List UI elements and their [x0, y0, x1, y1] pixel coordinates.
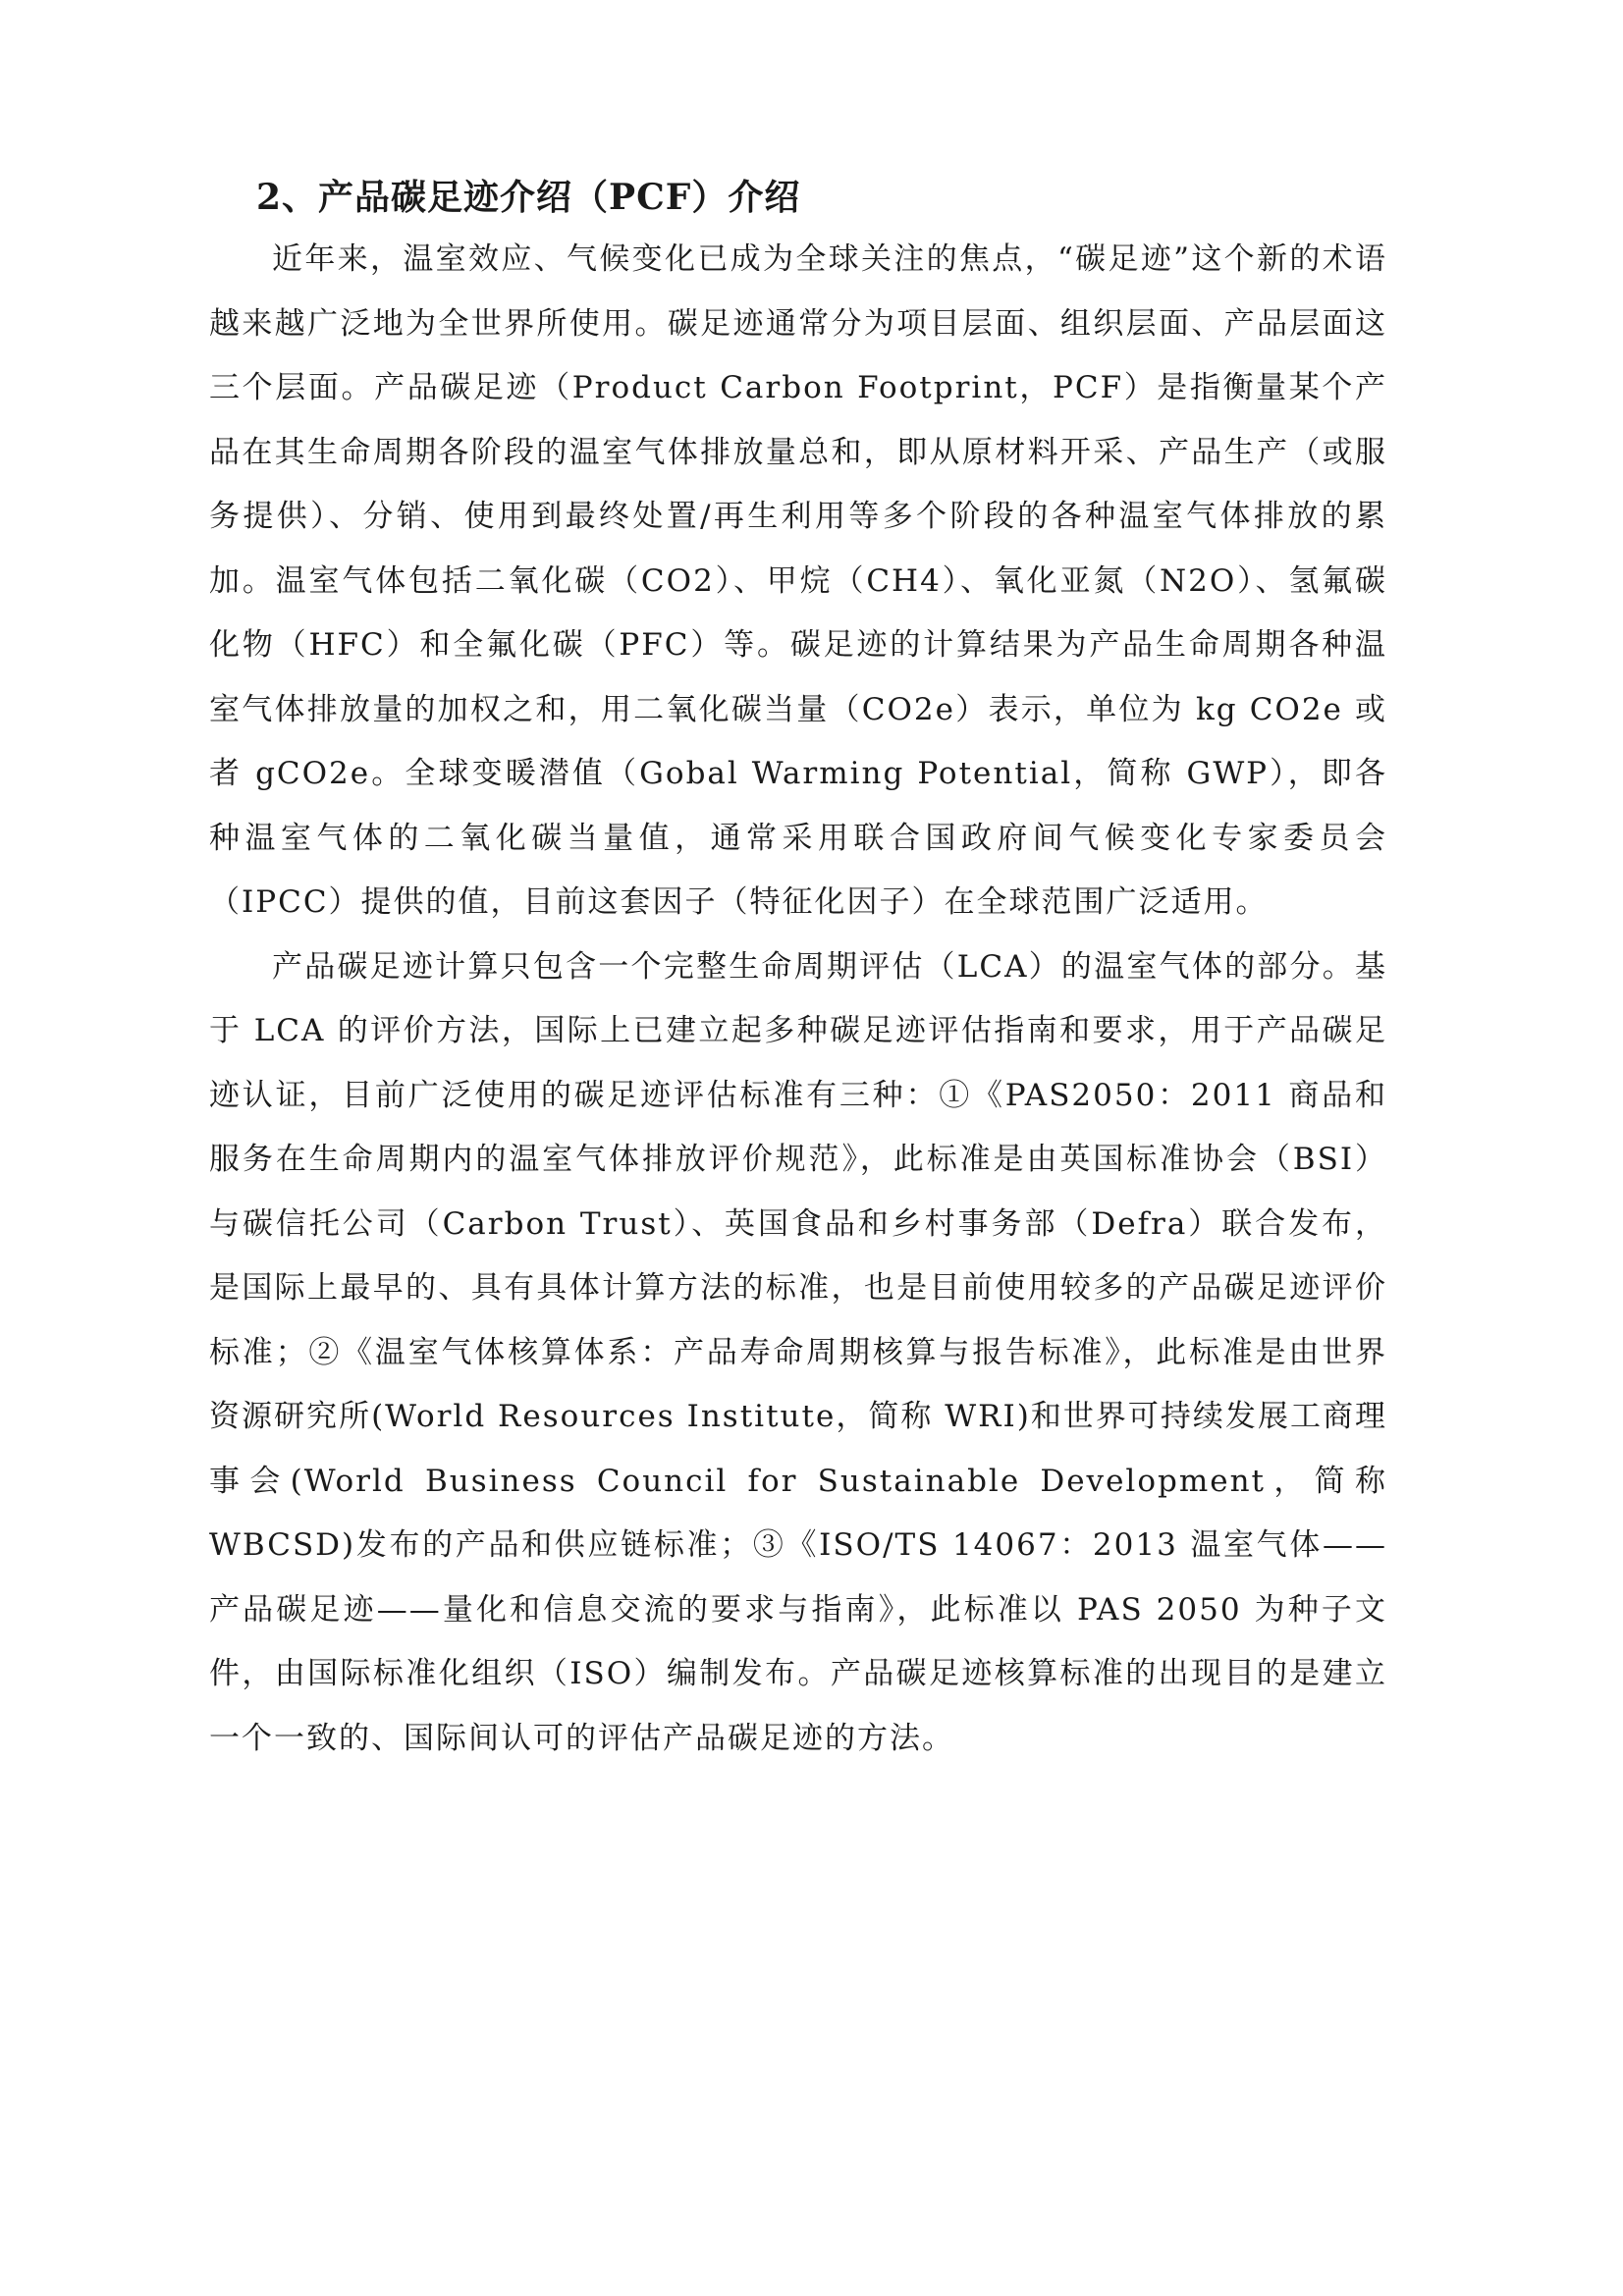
paragraph-pcf-standards: 产品碳足迹计算只包含一个完整生命周期评估（LCA）的温室气体的部分。基于 LCA 的评价方法，国际上已建立起多种碳足迹评估指南和要求，用于产品碳足迹认证，目前广泛使用的碳足迹评估标准有三种：①《PAS2050：2011 商品和服务在生命周期内的温室气体排放评价规范》，此标准是由英国标准协会（BSI）与碳信托公司（Carbon Trust）、英国食品和乡村事务部（Defra）联合发布，是国际上最早的、具有具体计算方法的标准，也是目前使用较多的产品碳足迹评价标准；②《温室气体核算体系：产品寿命周期核算与报告标准》，此标准是由世界资源研究所(World Resources Institute，简称 WRI)和世界可持续发展工商理事会(World Business Council for Sustainable Development，简称 WBCSD)发布的产品和供应链标准；③《ISO/TS 14067：2013 温室气体——产品碳足迹——量化和信息交流的要求与指南》，此标准以 PAS 2050 为种子文件，由国际标准化组织（ISO）编制发布。产品碳足迹核算标准的出现目的是建立一个一致的、国际间认可的评估产品碳足迹的方法。 [209, 948, 1387, 1756]
document-page [209, 167, 1387, 1771]
section-heading: 2、产品碳足迹介绍（PCF）介绍 [256, 177, 801, 218]
paragraph-pcf-introduction: 近年来，温室效应、气候变化已成为全球关注的焦点，“碳足迹”这个新的术语越来越广泛地为全世界所使用。碳足迹通常分为项目层面、组织层面、产品层面这三个层面。产品碳足迹（Product Carbon Footprint，PCF）是指衡量某个产品在其生命周期各阶段的温室气体排放量总和，即从原材料开采、产品生产（或服务提供）、分销、使用到最终处置/再生利用等多个阶段的各种温室气体排放的累加。温室气体包括二氧化碳（CO2）、甲烷（CH4）、氧化亚氮（N2O）、氢氟碳化物（HFC）和全氟化碳（PFC）等。碳足迹的计算结果为产品生命周期各种温室气体排放量的加权之和，用二氧化碳当量（CO2e）表示，单位为 kg CO2e 或者 gCO2e。全球变暖潜值（Gobal Warming Potential，简称 GWP），即各种温室气体的二氧化碳当量值，通常采用联合国政府间气候变化专家委员会（IPCC）提供的值，目前这套因子（特征化因子）在全球范围广泛适用。 [209, 241, 1387, 920]
